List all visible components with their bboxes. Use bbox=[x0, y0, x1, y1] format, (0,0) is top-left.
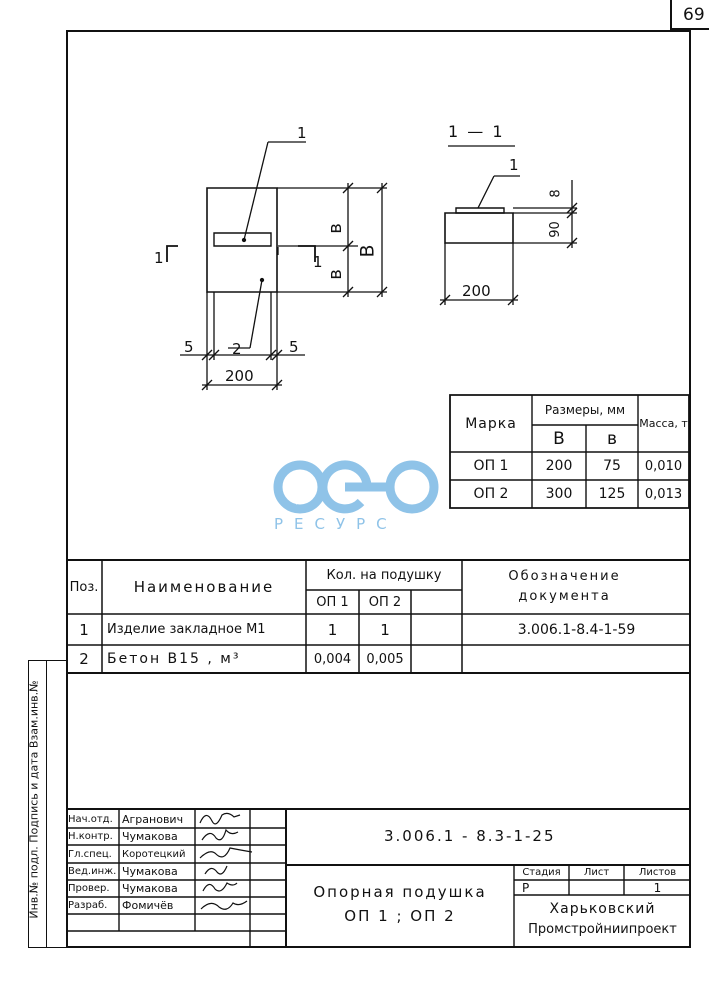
section-width: 200 bbox=[462, 282, 491, 300]
section-dim-top: 8 bbox=[548, 189, 564, 198]
plan-width: 200 bbox=[225, 367, 254, 385]
tb-name-2: Чумакова bbox=[122, 830, 178, 843]
spec-row-1-name: Изделие закладное М1 bbox=[107, 622, 266, 637]
tb-role-2: Н.контр. bbox=[68, 831, 113, 842]
section-title: 1 — 1 bbox=[448, 122, 505, 141]
mass-row-2-B: 300 bbox=[545, 486, 573, 502]
tb-sheets-value: 1 bbox=[653, 880, 662, 895]
mass-header-mass: Масса, т bbox=[639, 416, 688, 430]
tb-name-5: Чумакова bbox=[122, 882, 178, 895]
spec-header-op2: ОП 2 bbox=[368, 594, 402, 610]
dim-edge-left: 5 bbox=[184, 338, 194, 356]
watermark-caption: РЕСУРС bbox=[274, 515, 398, 533]
dim-b-upper: в bbox=[324, 223, 346, 234]
mass-row-1-mark: ОП 1 bbox=[473, 458, 509, 474]
tb-role-6: Разраб. bbox=[68, 900, 108, 911]
section-mark-right: 1 bbox=[313, 253, 323, 271]
mass-header-sizes: Размеры, мм bbox=[544, 403, 626, 417]
mass-header-B: В bbox=[553, 428, 565, 449]
tb-stage-label: Стадия bbox=[522, 867, 561, 878]
tb-org-line1: Харьковский bbox=[549, 901, 656, 917]
spec-header-qty: Кол. на подушку bbox=[326, 567, 442, 583]
tb-name-1: Агранович bbox=[122, 813, 184, 826]
spec-row-2-pos: 2 bbox=[79, 650, 89, 668]
tb-sheet-value bbox=[569, 880, 624, 895]
tb-org-line2: Промстройниипроект bbox=[528, 921, 677, 937]
page-number: 69 bbox=[683, 5, 705, 25]
mass-row-1-B: 200 bbox=[545, 458, 573, 474]
spec-row-1-doc: 3.006.1-8.4-1-59 bbox=[517, 621, 636, 638]
spec-header-pos: Поз. bbox=[69, 579, 99, 595]
section-dim-height: 90 bbox=[547, 221, 563, 238]
concrete-label: 2 bbox=[232, 340, 242, 358]
tb-name-6: Фомичёв bbox=[122, 899, 174, 912]
mass-row-1-b: 75 bbox=[603, 458, 621, 474]
tb-sheets-label: Листов bbox=[638, 867, 677, 878]
spec-header-designation: Обозначение документа bbox=[508, 569, 621, 604]
tb-sheet-label: Лист bbox=[583, 867, 610, 878]
mass-row-2-b: 125 bbox=[598, 486, 626, 502]
plan-item-label: 1 bbox=[297, 124, 307, 142]
tb-stage-value: Р bbox=[522, 880, 530, 895]
tb-role-5: Провер. bbox=[68, 883, 110, 894]
mass-row-1-mass: 0,010 bbox=[644, 458, 683, 474]
spec-row-2-op2: 0,005 bbox=[366, 651, 404, 667]
tb-title-line1: Опорная подушка bbox=[313, 883, 487, 901]
spec-header-op1: ОП 1 bbox=[316, 594, 349, 610]
mass-row-2-mark: ОП 2 bbox=[473, 486, 509, 502]
section-mark-left: 1 bbox=[154, 249, 164, 267]
tb-name-4: Чумакова bbox=[122, 865, 178, 878]
side-stamp-text: Инв.№ подл. Подпись и дата Взам.инв.№ bbox=[27, 680, 41, 919]
tb-title-line2: ОП 1 ; ОП 2 bbox=[344, 907, 456, 925]
dim-B: В bbox=[356, 244, 379, 258]
dim-edge-right: 5 bbox=[289, 338, 299, 356]
spec-row-1-op2: 1 bbox=[380, 620, 390, 639]
mass-header-mark: Марка bbox=[465, 415, 517, 432]
title-doc-code: 3.006.1 - 8.3-1-25 bbox=[384, 827, 556, 845]
spec-row-2-name: Бетон В15 , м³ bbox=[107, 651, 241, 667]
mass-header-b: в bbox=[606, 428, 618, 449]
dim-b-lower: в bbox=[324, 269, 346, 280]
tb-name-3: Коротецкий bbox=[122, 848, 186, 860]
spec-row-2-op1: 0,004 bbox=[313, 651, 352, 667]
tb-role-1: Нач.отд. bbox=[68, 814, 113, 825]
mass-row-2-mass: 0,013 bbox=[644, 486, 683, 502]
spec-row-1-pos: 1 bbox=[79, 620, 89, 639]
spec-header-name: Наименование bbox=[133, 578, 275, 596]
tb-role-3: Гл.спец. bbox=[68, 848, 112, 860]
spec-row-1-op1: 1 bbox=[327, 620, 338, 639]
tb-role-4: Вед.инж. bbox=[68, 866, 117, 877]
section-item-label: 1 bbox=[509, 156, 519, 174]
